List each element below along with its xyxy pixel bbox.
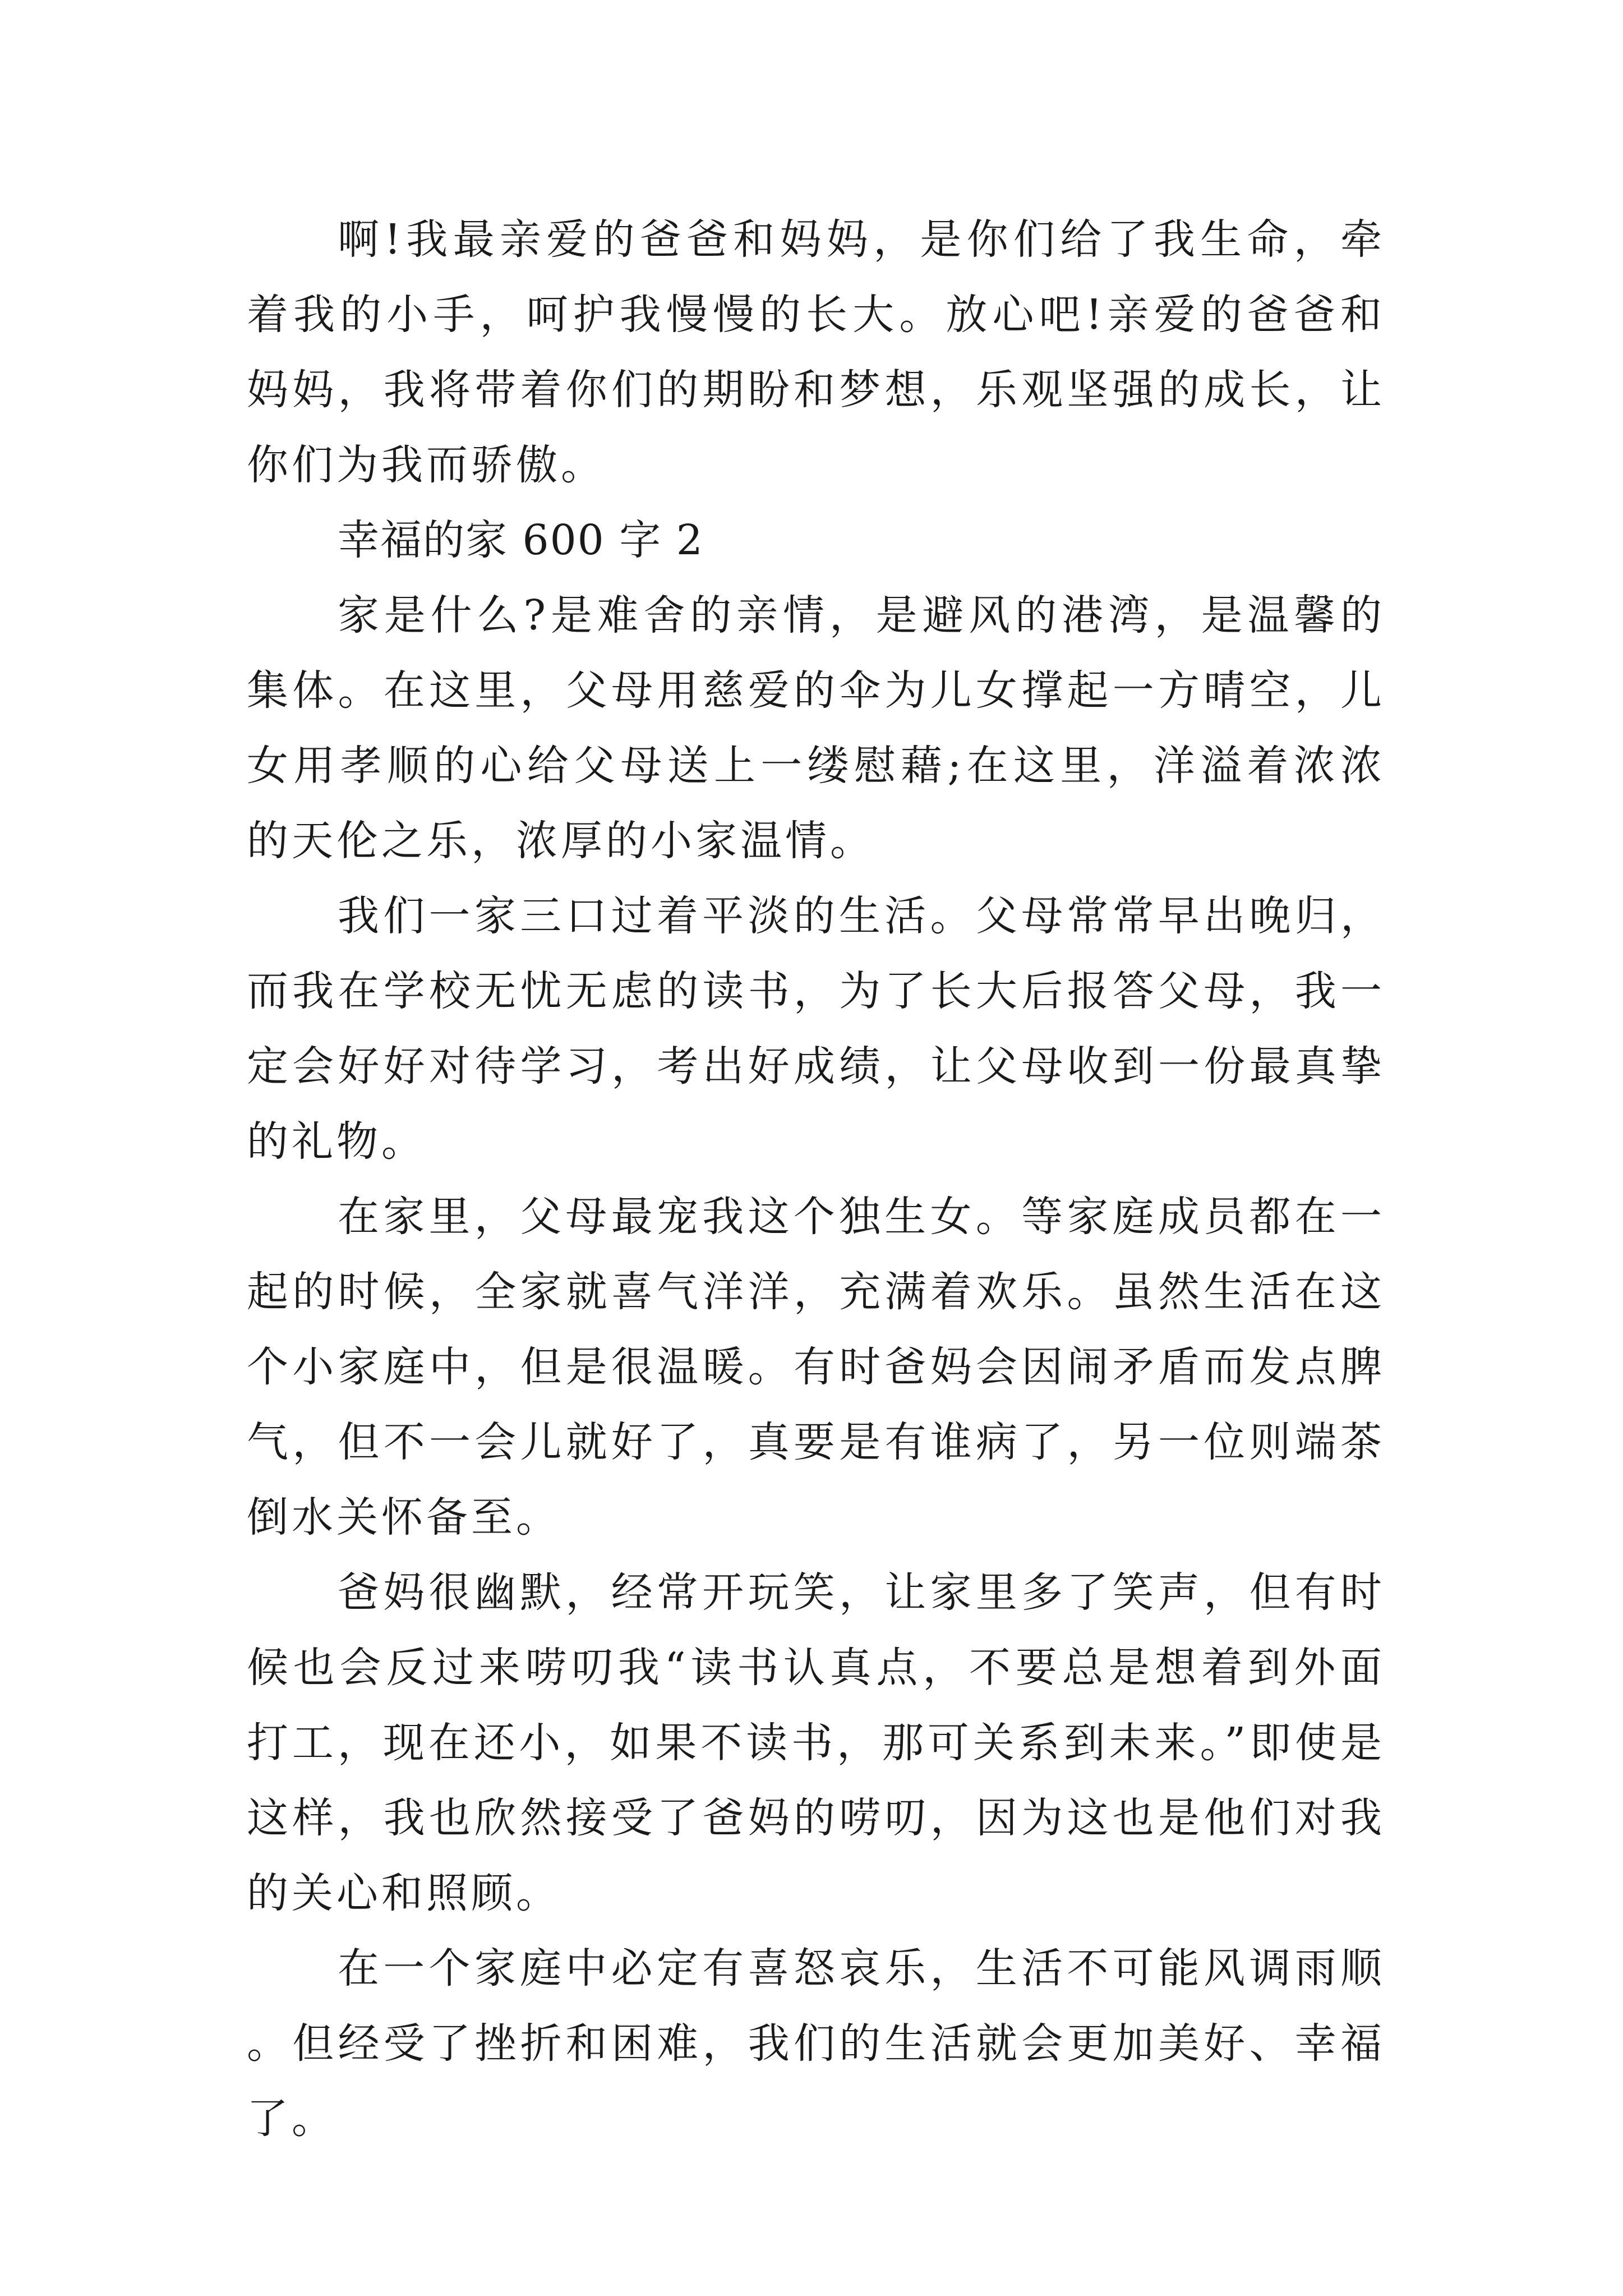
paragraph: 在家里，父母最宠我这个独生女。等家庭成员都在一起的时候，全家就喜气洋洋，充满着欢乐。虽然生活在这个小家庭中，但是很温暖。有时爸妈会因闹矛盾而发点脾气，但不一会儿就好了，真要是有谁病了，另一位则端茶倒水关怀备至。 [247, 1193, 1385, 1542]
document-body [247, 202, 1385, 2156]
paragraph: 在一个家庭中必定有喜怒哀乐，生活不可能风调雨顺。但经受了挫折和困难，我们的生活就会更加美好、幸福了。 [247, 1944, 1385, 2143]
paragraph: 我们一家三口过着平淡的生活。父母常常早出晚归，而我在学校无忧无虑的读书，为了长大后报答父母，我一定会好好对待学习，考出好成绩，让父母收到一份最真挚的礼物。 [247, 892, 1385, 1166]
paragraph: 啊!我最亲爱的爸爸和妈妈，是你们给了我生命，牵着我的小手，呵护我慢慢的长大。放心吧!亲爱的爸爸和妈妈，我将带着你们的期盼和梦想，乐观坚强的成长，让你们为我而骄傲。 [247, 215, 1385, 489]
section-title: 幸福的家 600 字 2 [338, 516, 704, 564]
paragraph: 爸妈很幽默，经常开玩笑，让家里多了笑声，但有时候也会反过来唠叨我“读书认真点，不要总是想着到外面打工，现在还小，如果不读书，那可关系到未来。”即使是这样，我也欣然接受了爸妈的唠叨，因为这也是他们对我的关心和照顾。 [247, 1568, 1385, 1917]
paragraph: 家是什么?是难舍的亲情，是避风的港湾，是温馨的集体。在这里，父母用慈爱的伞为儿女撑起一方晴空，儿女用孝顺的心给父母送上一缕慰藉;在这里，洋溢着浓浓的天伦之乐，浓厚的小家温情。 [247, 591, 1385, 865]
